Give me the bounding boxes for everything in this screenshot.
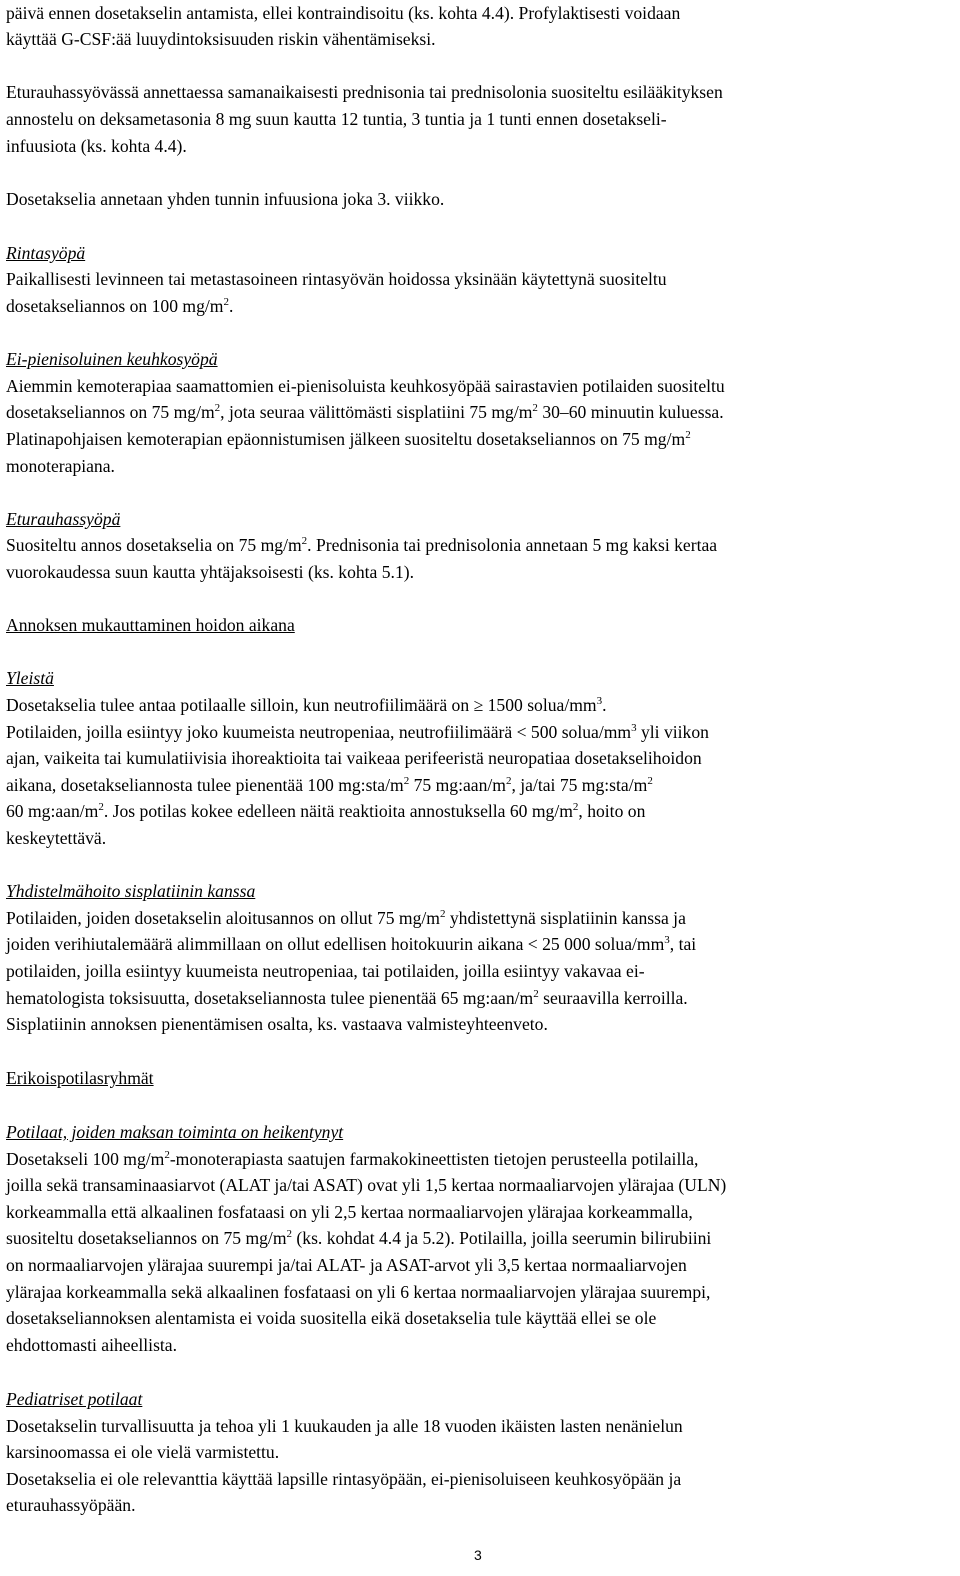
nsclc-line-2: dosetakseliannos on 75 $mg/m^2$, jota seuraa välittömästi sisplatiini 75 $mg/m^2$ 30–60 minuutin kuluessa. [6, 402, 724, 422]
hepatic-line-4: suositeltu dosetakseliannos on 75 $mg/m^2$ (ks. kohdat 4.4 ja 5.2). Potilailla, joilla seerumin bilirubiini [6, 1228, 712, 1248]
special-populations-heading: Erikoispotilasryhmät [6, 1068, 154, 1088]
premed-line-2: annostelu on deksametasonia 8 mg suun kautta 12 tuntia, 3 tuntia ja 1 tunti ennen dosetakseli- [6, 109, 667, 129]
prostate-line-2: vuorokaudessa suun kautta yhtäjaksoisesti (ks. kohta 5.1). [6, 562, 415, 582]
combination-line-1: Potilaiden, joiden dosetakselin aloitusannos on ollut 75 $mg/m^2$ yhdistettynä sisplatiinin kanssa ja [6, 908, 686, 928]
page-number: 3 [474, 1547, 482, 1563]
general-line-6: keskeytettävä. [6, 828, 107, 848]
premed-line-1: Eturauhassyövässä annettaessa samanaikaisesti prednisonia tai prednisolonia suositeltu esilääkityksen [6, 82, 723, 102]
combination-line-3: potilaiden, joilla esiintyy kuumeista neutropeniaa, tai potilaiden, joilla esiintyy vakavaa ei- [6, 961, 645, 981]
general-line-5: 60 $mg:aan/m^2$. Jos potilas kokee edelleen näitä reaktioita annostuksella 60 $mg/m^2$, hoito on [6, 801, 646, 821]
hepatic-line-2: joilla sekä transaminaasiarvot (ALAT ja/tai ASAT) ovat yli 1,5 kertaa normaaliarvojen ylärajaa (ULN) [6, 1175, 727, 1195]
intro-line-1: päivä ennen dosetakselin antamista, ellei kontraindisoitu (ks. kohta 4.4). Profylaktisesti voidaan [6, 3, 681, 23]
pediatric-line-2: karsinoomassa ei ole vielä varmistettu. [6, 1442, 280, 1462]
pediatric-heading: Pediatriset potilaat [6, 1389, 143, 1409]
hepatic-line-3: korkeammalla että alkaalinen fosfataasi on yli 2,5 kertaa normaaliarvojen ylärajaa korkeammalla, [6, 1202, 693, 1222]
infusion-paragraph: Dosetakselia annetaan yhden tunnin infuusiona joka 3. viikko. [6, 189, 445, 209]
hepatic-line-7: dosetakseliannoksen alentamista ei voida suositella eikä dosetakselia tule käyttää ellei se ole [6, 1308, 657, 1328]
combination-line-2: joiden verihiutalemäärä alimmillaan on ollut edellisen hoitokuurin aikana < 25 000 solua/$mm^3$, tai [6, 934, 697, 954]
nsclc-line-1: Aiemmin kemoterapiaa saamattomien ei-pienisoluista keuhkosyöpää sairastavien potilaiden suositeltu [6, 376, 725, 396]
hepatic-line-8: ehdottomasti aiheellista. [6, 1335, 178, 1355]
combination-line-5: Sisplatiinin annoksen pienentämisen osalta, ks. vastaava valmisteyhteenveto. [6, 1014, 548, 1034]
breast-line-1: Paikallisesti levinneen tai metastasoineen rintasyövän hoidossa yksinään käytettynä suositeltu [6, 269, 667, 289]
nsclc-line-4: monoterapiana. [6, 456, 115, 476]
general-line-1: Dosetakselia tulee antaa potilaalle silloin, kun neutrofiilimäärä on ≥ 1500 solua/$mm^3$. [6, 695, 607, 715]
pediatric-line-1: Dosetakselin turvallisuutta ja tehoa yli 1 kuukauden ja alle 18 vuoden ikäisten lasten nenänielun [6, 1416, 683, 1436]
dose-adjustment-heading: Annoksen mukauttaminen hoidon aikana [6, 615, 295, 635]
general-heading: Yleistä [6, 668, 54, 688]
pediatric-line-3: Dosetakselia ei ole relevanttia käyttää lapsille rintasyöpään, ei-pienisoluiseen keuhkosyöpään ja [6, 1469, 682, 1489]
breast-cancer-heading: Rintasyöpä [6, 243, 86, 263]
nsclc-heading: Ei-pienisoluinen keuhkosyöpä [6, 349, 218, 369]
hepatic-line-1: Dosetakseli 100 $mg/m^2$-monoterapiasta saatujen farmakokineettisten tietojen perusteella potilailla, [6, 1149, 699, 1169]
prostate-cancer-heading: Eturauhassyöpä [6, 509, 121, 529]
general-line-2: Potilaiden, joilla esiintyy joko kuumeista neutropeniaa, neutrofiilimäärä < 500 solua/$mm^3$ yli viikon [6, 722, 709, 742]
combination-line-4: hematologista toksisuutta, dosetakseliannosta tulee pienentää 65 $mg:aan/m^2$ seuraavilla kerroilla. [6, 988, 688, 1008]
greater-equal-symbol: ≥ [473, 695, 484, 715]
nsclc-line-3: Platinapohjaisen kemoterapian epäonnistumisen jälkeen suositeltu dosetakseliannos on 75 $mg/m^2$ [6, 429, 691, 449]
breast-line-2: dosetakseliannos on 100 $mg/m^2$. [6, 296, 234, 316]
combination-heading: Yhdistelmähoito sisplatiinin kanssa [6, 881, 256, 901]
intro-line-2: käyttää G-CSF:ää luuydintoksisuuden riskin vähentämiseksi. [6, 29, 436, 49]
hepatic-line-6: ylärajaa korkeammalla sekä alkaalinen fosfataasi on yli 6 kertaa normaaliarvojen ylärajaa suurempi, [6, 1282, 711, 1302]
pediatric-line-4: eturauhassyöpään. [6, 1495, 136, 1515]
prostate-line-1: Suositeltu annos dosetakselia on 75 $mg/m^2$. Prednisonia tai prednisolonia annetaan 5 mg kaksi kertaa [6, 535, 718, 555]
hepatic-impairment-heading: Potilaat, joiden maksan toiminta on heikentynyt [6, 1122, 344, 1142]
hepatic-line-5: on normaaliarvojen ylärajaa suurempi ja/tai ALAT- ja ASAT-arvot yli 3,5 kertaa normaaliarvojen [6, 1255, 687, 1275]
premed-line-3: infuusiota (ks. kohta 4.4). [6, 136, 187, 156]
general-line-3: ajan, vaikeita tai kumulatiivisia ihoreaktioita tai vaikeaa perifeeristä neuropatiaa dosetakselihoidon [6, 748, 702, 768]
general-line-4: aikana, dosetakseliannosta tulee pienentää 100 $mg:sta/m^2$ 75 $mg:aan/m^2$, ja/tai 75 $mg:sta/m^2$ [6, 775, 653, 795]
